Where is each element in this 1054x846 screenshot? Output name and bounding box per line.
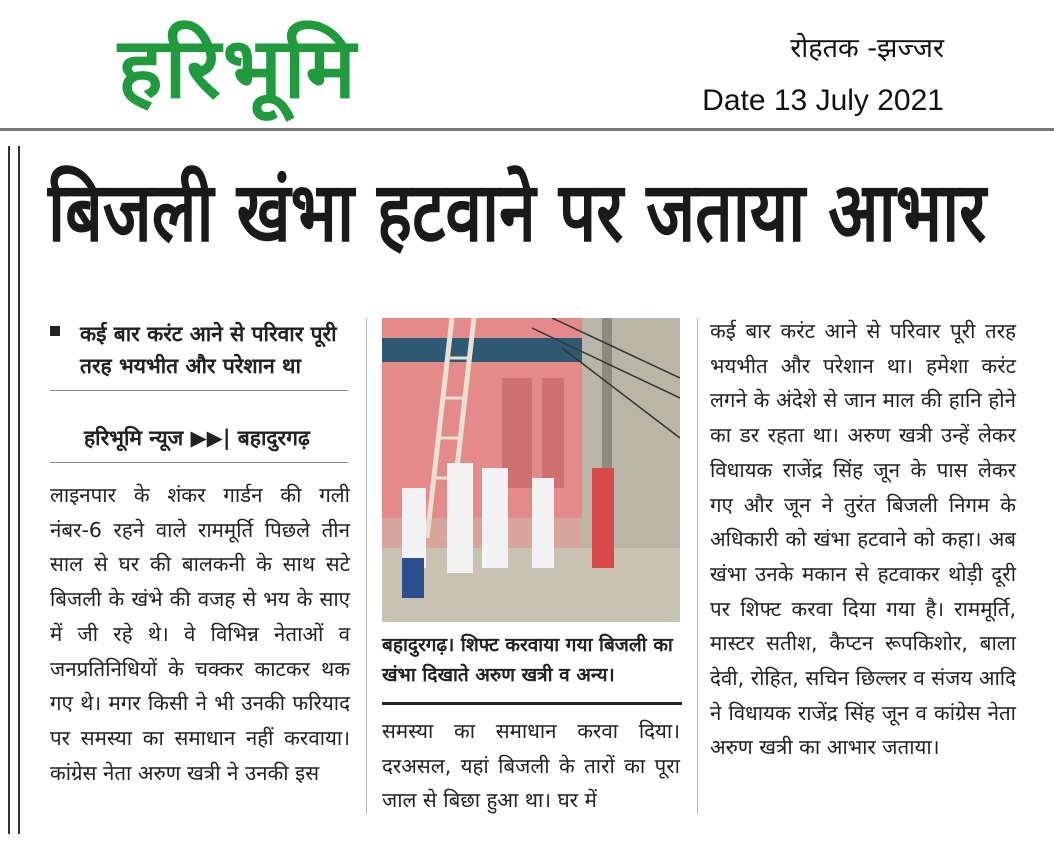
article-column-3: कई बार करंट आने से परिवार पूरी तरह भयभीत और परेशान था। हमेशा करंट लगने के अंदेशे से जान माल की हानि होने का डर रहता था। अरुण खत्री उन्हें लेकर विधायक राजेंद्र सिंह जून के पास लेकर गए और जून ने तुरंत बिजली निगम के अधिकारी को खंभा हटवाने को कहा। अब खंभा उनके मकान से हटवाकर थोड़ी दूरी पर शिफ्ट करवा दिया गया है। राममूर्ति, मास्टर सतीश, कैप्टन रूपकिशोर, बाला देवी, रोहित, सचिन छिल्लर व संजय आदि ने विधायक राजेंद्र सिंह जून व कांग्रेस नेता अरुण खत्री का आभार जताया। [710,319,1016,760]
byline: हरिभूमि न्यूज ▶▶| बहादुरगढ़ [84,426,310,450]
article-highlight [50,318,350,382]
edition-label: रोहतक -झज्जर [790,33,944,64]
page-edge-border [8,146,20,834]
bullet-square-icon [50,326,60,336]
divider [50,462,348,463]
news-photo [382,318,680,622]
masthead-divider [0,128,1054,131]
newspaper-logo: हरिभूमि [118,19,358,117]
column-divider [697,318,698,814]
highlight-text: कई बार करंट आने से परिवार पूरी तरह भयभीत और परेशान था [80,322,337,378]
column-divider [366,318,367,814]
article-column-2: समस्या का समाधान करवा दिया। दरअसल, यहां बिजली के तारों का पूरा जाल से बिछा हुआ था। घर में [382,719,680,813]
photo-caption: बहादुरगढ़। शिफ्ट करवाया गया बिजली का खंभा दिखाते अरुण खत्री व अन्य। [382,630,682,705]
publication-date: Date 13 July 2021 [702,84,944,117]
article-headline: बिजली खंभा हटवाने पर जताया आभार [48,164,987,261]
divider [50,390,348,391]
article-column-1: लाइनपार के शंकर गार्डन की गली नंबर-6 रहने वाले राममूर्ति पिछले तीन साल से घर की बालकनी के साथ सटे बिजली के खंभे की वजह से भय के साए में जी रहे थे। वे विभिन्न नेताओं व जनप्रतिनिधियों के चक्कर काटकर थक गए थे। मगर किसी ने भी उनकी फरियाद पर समस्या का समाधान नहीं करवाया। कांग्रेस नेता अरुण खत्री ने उनकी इस [50,483,350,785]
